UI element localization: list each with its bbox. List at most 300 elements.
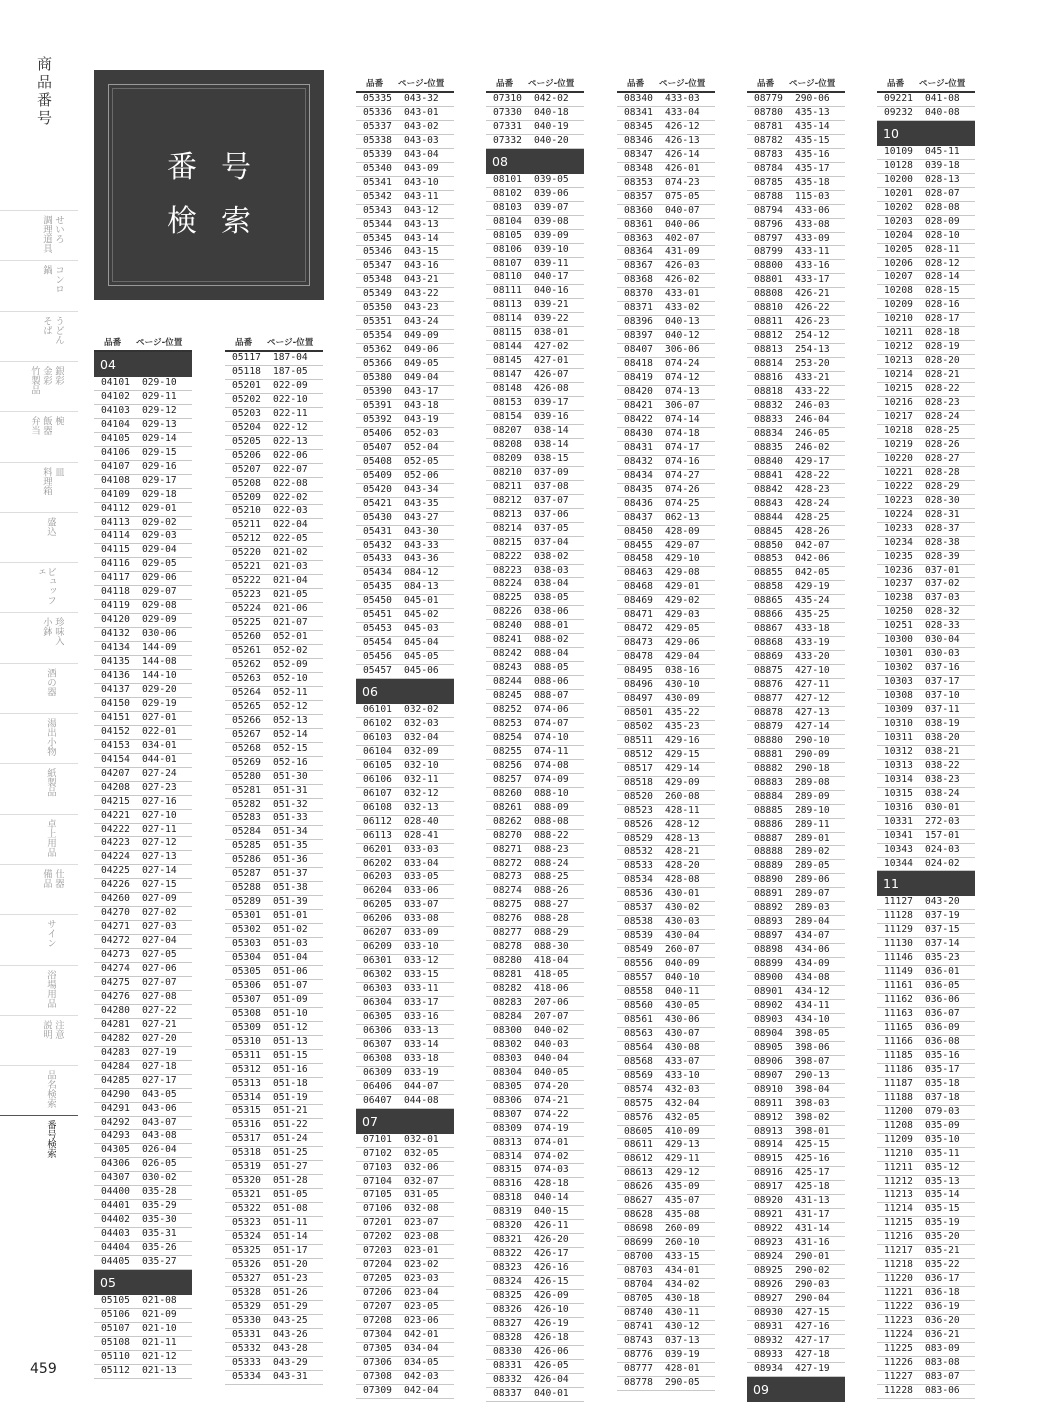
page-position: 027-22 <box>142 1004 177 1016</box>
page-position: 433-20 <box>795 651 830 663</box>
table-row <box>486 1178 584 1192</box>
item-code: 08472 <box>624 623 653 635</box>
table-row <box>225 1022 323 1036</box>
table-row <box>877 578 975 592</box>
page-position: 043-23 <box>404 302 439 314</box>
item-code: 08814 <box>754 358 783 370</box>
sidebar-item-label: 銀彩 <box>53 365 64 385</box>
page-position: 027-18 <box>142 1060 177 1072</box>
item-code: 08468 <box>624 581 653 593</box>
page-position: 043-21 <box>404 274 439 286</box>
table-row <box>486 578 584 592</box>
table-row <box>225 519 323 533</box>
table-row <box>877 1259 975 1273</box>
page-position: 430-01 <box>665 888 700 900</box>
page-position: 033-05 <box>404 871 439 883</box>
page-position: 428-13 <box>665 832 700 844</box>
sidebar-item-11[interactable] <box>0 763 78 814</box>
table-row <box>617 1139 715 1153</box>
item-code: 08628 <box>624 1209 653 1221</box>
sidebar-item-6[interactable] <box>0 512 78 563</box>
table-row <box>356 553 454 567</box>
page-position: 039-11 <box>534 257 569 269</box>
table-row <box>486 1081 584 1095</box>
page-position: 028-13 <box>925 173 960 185</box>
page-position: 051-03 <box>273 938 308 950</box>
item-code: 08884 <box>754 790 783 802</box>
item-code: 04307 <box>101 1172 130 1184</box>
item-code: 10223 <box>884 494 913 506</box>
page-position: 052-09 <box>273 658 308 670</box>
table-row <box>747 860 845 874</box>
table-row <box>877 341 975 355</box>
item-code: 04260 <box>101 893 130 905</box>
sidebar-title: 商品番号 <box>35 56 53 128</box>
item-code: 08925 <box>754 1265 783 1277</box>
item-code: 05304 <box>232 951 261 963</box>
page-position: 027-06 <box>142 963 177 975</box>
table-row <box>747 233 845 247</box>
table-row <box>356 623 454 637</box>
page-position: 254-12 <box>795 330 830 342</box>
page-position: 028-41 <box>404 829 439 841</box>
page-position: 033-11 <box>404 983 439 995</box>
table-row <box>356 1081 454 1095</box>
page-position: 036-08 <box>925 1036 960 1047</box>
table-row <box>877 1176 975 1190</box>
item-code: 08270 <box>493 829 522 841</box>
table-row <box>617 805 715 819</box>
page-position: 040-03 <box>534 1038 569 1050</box>
table-row <box>94 628 192 642</box>
table-row <box>225 575 323 589</box>
item-code: 08261 <box>493 801 522 813</box>
table-row <box>225 1147 323 1161</box>
sidebar-item-3[interactable] <box>0 361 78 412</box>
item-code: 08923 <box>754 1237 783 1249</box>
item-code: 07102 <box>363 1147 392 1159</box>
table-row <box>486 565 584 579</box>
sidebar-item-label: 仕器 <box>53 868 64 888</box>
page-position: 027-21 <box>142 1018 177 1030</box>
table-row <box>94 921 192 935</box>
table-row <box>617 246 715 260</box>
item-code: 10302 <box>884 662 913 674</box>
table-row <box>747 456 845 470</box>
page-position: 088-01 <box>534 620 569 632</box>
table-row <box>747 372 845 386</box>
table-row <box>356 1385 454 1399</box>
sidebar-item-7[interactable] <box>0 562 78 613</box>
item-code: 05308 <box>232 1007 261 1019</box>
table-row <box>617 902 715 916</box>
item-code: 10200 <box>884 173 913 185</box>
sidebar-item-label: せいろ <box>53 215 64 244</box>
page-position: 029-19 <box>142 697 177 709</box>
page-position: 084-13 <box>404 581 439 593</box>
item-code: 08226 <box>493 606 522 618</box>
page-position: 051-32 <box>273 798 308 810</box>
table-row <box>486 1109 584 1123</box>
item-code: 05332 <box>232 1342 261 1354</box>
index-column-5 <box>617 72 715 1391</box>
sidebar-item-15[interactable] <box>0 965 78 1016</box>
table-row <box>486 355 584 369</box>
table-row <box>617 344 715 358</box>
sidebar-item-9[interactable] <box>0 663 78 714</box>
table-row <box>486 885 584 899</box>
item-code: 04112 <box>101 502 130 514</box>
item-code: 10206 <box>884 257 913 269</box>
table-row <box>356 802 454 816</box>
item-code: 08306 <box>493 1094 522 1106</box>
page-position: 207-07 <box>534 1011 569 1022</box>
item-code: 07106 <box>363 1203 392 1215</box>
table-row <box>747 205 845 219</box>
item-code: 08563 <box>624 1027 653 1039</box>
table-row <box>486 1025 584 1039</box>
table-row <box>617 372 715 386</box>
page-position: 289-08 <box>795 776 830 788</box>
table-row <box>617 414 715 428</box>
item-code: 08783 <box>754 148 783 160</box>
item-code: 05322 <box>232 1203 261 1215</box>
item-code: 08705 <box>624 1292 653 1304</box>
item-code: 08245 <box>493 690 522 702</box>
page-position: 029-18 <box>142 488 177 500</box>
page-position: 039-07 <box>534 201 569 213</box>
page-position: 429-16 <box>665 734 700 746</box>
header-page: ページ-位置 <box>528 79 575 89</box>
page-position: 427-10 <box>795 665 830 677</box>
table-row <box>356 830 454 844</box>
page-position: 430-05 <box>665 999 700 1011</box>
item-code: 04107 <box>101 460 130 472</box>
sidebar-item-14[interactable] <box>0 914 78 965</box>
page-position: 040-17 <box>534 271 569 283</box>
item-code: 05314 <box>232 1091 261 1103</box>
item-code: 07208 <box>363 1315 392 1327</box>
page-position: 430-03 <box>665 916 700 928</box>
item-code: 04104 <box>101 418 130 430</box>
table-row <box>486 1360 584 1374</box>
page-position: 038-05 <box>534 592 569 604</box>
item-code: 09232 <box>884 106 913 118</box>
sidebar-item-label: 調理道具 <box>41 215 52 253</box>
table-row <box>486 969 584 983</box>
page-position: 028-37 <box>925 522 960 534</box>
item-code: 08784 <box>754 162 783 174</box>
page-position: 425-15 <box>795 1139 830 1151</box>
sidebar-item-8[interactable] <box>0 612 78 663</box>
table-row <box>617 846 715 860</box>
item-code: 10301 <box>884 648 913 660</box>
page-position: 051-28 <box>273 1175 308 1187</box>
table-row <box>747 484 845 498</box>
item-code: 06302 <box>363 969 392 981</box>
item-code: 08904 <box>754 1027 783 1039</box>
page-position: 246-04 <box>795 413 830 425</box>
page-position: 037-08 <box>534 480 569 492</box>
table-row <box>94 1337 192 1351</box>
item-code: 08877 <box>754 692 783 704</box>
item-code: 05267 <box>232 728 261 740</box>
page-position: 027-08 <box>142 990 177 1002</box>
page-position: 028-38 <box>925 536 960 548</box>
page-position: 052-06 <box>404 469 439 481</box>
page-position: 039-22 <box>534 313 569 325</box>
table-row <box>877 760 975 774</box>
table-row <box>877 830 975 844</box>
page-position: 290-05 <box>665 1376 700 1388</box>
page-position: 038-04 <box>534 578 569 590</box>
sidebar-item-2[interactable] <box>0 311 78 362</box>
page-position: 253-20 <box>795 358 830 370</box>
item-code: 08605 <box>624 1125 653 1137</box>
item-code: 08222 <box>493 550 522 562</box>
item-code: 04106 <box>101 446 130 458</box>
table-row <box>617 470 715 484</box>
item-code: 08502 <box>624 720 653 732</box>
page-position: 052-13 <box>273 714 308 726</box>
item-code: 05310 <box>232 1035 261 1047</box>
page-position: 426-23 <box>795 316 830 328</box>
table-row <box>356 1148 454 1162</box>
page-position: 289-01 <box>795 832 830 844</box>
page-position: 429-19 <box>795 581 830 593</box>
page-position: 037-14 <box>925 938 960 950</box>
page-position: 038-01 <box>534 327 569 339</box>
page-position: 426-19 <box>534 1317 569 1329</box>
page-position: 033-09 <box>404 927 439 939</box>
page-position: 040-07 <box>665 204 700 216</box>
page-position: 398-06 <box>795 1041 830 1053</box>
sidebar-item-0[interactable] <box>0 210 78 261</box>
item-code: 08102 <box>493 187 522 199</box>
sidebar-item-17[interactable] <box>0 1065 78 1116</box>
item-code: 05284 <box>232 826 261 838</box>
table-row <box>486 1220 584 1234</box>
table-row <box>486 690 584 704</box>
title-box <box>94 70 324 300</box>
page-position: 043-04 <box>404 148 439 160</box>
page-position: 289-03 <box>795 902 830 914</box>
page-position: 043-34 <box>404 483 439 495</box>
item-code: 08501 <box>624 706 653 718</box>
item-code: 05432 <box>363 539 392 551</box>
item-code: 08111 <box>493 285 522 297</box>
page-position: 398-05 <box>795 1027 830 1039</box>
table-row <box>877 107 975 121</box>
page-position: 027-13 <box>142 851 177 863</box>
page-position: 027-09 <box>142 893 177 905</box>
item-code: 08105 <box>493 229 522 241</box>
page-position: 037-19 <box>925 910 960 922</box>
page-position: 027-10 <box>142 809 177 821</box>
table-row <box>94 865 192 879</box>
table-row <box>356 788 454 802</box>
sidebar-item-16[interactable] <box>0 1015 78 1066</box>
item-code: 08796 <box>754 218 783 230</box>
item-code: 11225 <box>884 1342 913 1354</box>
page-position: 035-27 <box>142 1256 177 1268</box>
page-position: 028-08 <box>925 201 960 213</box>
item-code: 08626 <box>624 1181 653 1193</box>
item-code: 04108 <box>101 474 130 486</box>
table-row <box>747 1070 845 1084</box>
item-code: 04405 <box>101 1256 130 1268</box>
item-code: 06406 <box>363 1080 392 1092</box>
table-row <box>617 498 715 512</box>
item-code: 04120 <box>101 614 130 626</box>
table-row <box>94 1323 192 1337</box>
page-position: 029-12 <box>142 404 177 416</box>
page-position: 431-13 <box>795 1195 830 1207</box>
item-code: 05392 <box>363 413 392 425</box>
sidebar-item-label: 盛込 <box>45 516 56 536</box>
page-position: 028-07 <box>925 187 960 199</box>
item-code: 10222 <box>884 480 913 492</box>
page-position: 428-26 <box>795 525 830 537</box>
table-row <box>747 651 845 665</box>
page-position: 088-06 <box>534 676 569 688</box>
page-position: 429-10 <box>665 553 700 565</box>
page-position: 246-03 <box>795 399 830 411</box>
table-row <box>617 177 715 191</box>
sidebar-item-18[interactable] <box>0 1115 78 1166</box>
table-row <box>617 484 715 498</box>
page-position: 039-17 <box>534 397 569 409</box>
page-position: 051-21 <box>273 1105 308 1117</box>
item-code: 05435 <box>363 581 392 593</box>
page-position: 428-21 <box>665 846 700 858</box>
sidebar-item-5[interactable] <box>0 462 78 513</box>
table-row <box>747 1084 845 1098</box>
page-position: 074-16 <box>665 455 700 467</box>
item-code: 07310 <box>493 93 522 104</box>
page-position: 088-08 <box>534 815 569 827</box>
page-position: 033-04 <box>404 857 439 869</box>
page-position: 043-05 <box>142 1088 177 1100</box>
page-position: 027-04 <box>142 935 177 947</box>
item-code: 07206 <box>363 1287 392 1299</box>
sidebar-item-12[interactable] <box>0 814 78 865</box>
item-code: 08927 <box>754 1292 783 1304</box>
sidebar-item-label: うどん <box>53 315 64 345</box>
item-code: 08257 <box>493 773 522 785</box>
table-row <box>225 687 323 701</box>
page-position: 043-17 <box>404 386 439 398</box>
page-position: 074-25 <box>665 497 700 509</box>
table-row <box>486 774 584 788</box>
table-row <box>225 492 323 506</box>
table-row <box>356 1371 454 1385</box>
table-row <box>356 484 454 498</box>
page-position: 088-07 <box>534 690 569 702</box>
sidebar-item-4[interactable] <box>0 411 78 462</box>
page-position: 042-02 <box>534 93 569 104</box>
item-code: 08881 <box>754 748 783 760</box>
sidebar-item-13[interactable] <box>0 864 78 915</box>
item-code: 08885 <box>754 804 783 816</box>
table-row <box>747 414 845 428</box>
table-row <box>617 553 715 567</box>
table-row <box>877 1064 975 1078</box>
table-row <box>747 512 845 526</box>
page-position: 021-03 <box>273 561 308 573</box>
table-row <box>94 1019 192 1033</box>
item-code: 08210 <box>493 466 522 478</box>
page-position: 042-03 <box>404 1370 439 1382</box>
table-row <box>356 121 454 135</box>
page-position: 306-07 <box>665 399 700 411</box>
table-row <box>94 1365 192 1379</box>
table-row <box>94 726 192 740</box>
table-row <box>617 1335 715 1349</box>
page-position: 029-05 <box>142 558 177 570</box>
table-row <box>877 383 975 397</box>
page-position: 021-02 <box>273 547 308 559</box>
page-position: 427-13 <box>795 706 830 718</box>
sidebar-item-10[interactable] <box>0 713 78 764</box>
item-code: 08107 <box>493 257 522 269</box>
item-code: 08703 <box>624 1265 653 1277</box>
table-row <box>94 1186 192 1200</box>
item-code: 05203 <box>232 407 261 419</box>
page-position: 290-03 <box>795 1279 830 1291</box>
item-code: 05201 <box>232 379 261 391</box>
page-position: 435-24 <box>795 595 830 607</box>
sidebar-item-1[interactable] <box>0 260 78 311</box>
item-code: 05260 <box>232 631 261 643</box>
item-code: 05366 <box>363 358 392 370</box>
page-position: 038-20 <box>925 731 960 743</box>
page-position: 021-06 <box>273 603 308 615</box>
table-row <box>877 160 975 174</box>
page-position: 157-01 <box>925 829 960 841</box>
page-position: 074-12 <box>665 372 700 384</box>
table-row <box>617 972 715 986</box>
item-code: 08810 <box>754 302 783 314</box>
table-row <box>94 1103 192 1117</box>
item-code: 08282 <box>493 983 522 995</box>
item-code: 08704 <box>624 1279 653 1291</box>
page-position: 044-08 <box>404 1094 439 1106</box>
table-row <box>486 746 584 760</box>
page-position: 431-16 <box>795 1237 830 1249</box>
page-position: 426-16 <box>534 1262 569 1274</box>
table-row <box>356 1301 454 1315</box>
item-code: 08348 <box>624 162 653 174</box>
page-position: 040-09 <box>665 958 700 970</box>
page-position: 021-12 <box>142 1350 177 1362</box>
table-row <box>356 1176 454 1190</box>
table-row <box>94 656 192 670</box>
page-position: 038-16 <box>665 665 700 677</box>
page-position: 051-26 <box>273 1286 308 1298</box>
table-row <box>356 93 454 107</box>
item-code: 08808 <box>754 288 783 300</box>
page-position: 022-07 <box>273 463 308 475</box>
page-position: 429-03 <box>665 609 700 621</box>
page-position: 084-12 <box>404 567 439 579</box>
table-row <box>486 1248 584 1262</box>
table-row <box>617 1098 715 1112</box>
table-row <box>356 456 454 470</box>
item-code: 08254 <box>493 731 522 743</box>
table-row <box>486 467 584 481</box>
item-code: 08283 <box>493 997 522 1009</box>
